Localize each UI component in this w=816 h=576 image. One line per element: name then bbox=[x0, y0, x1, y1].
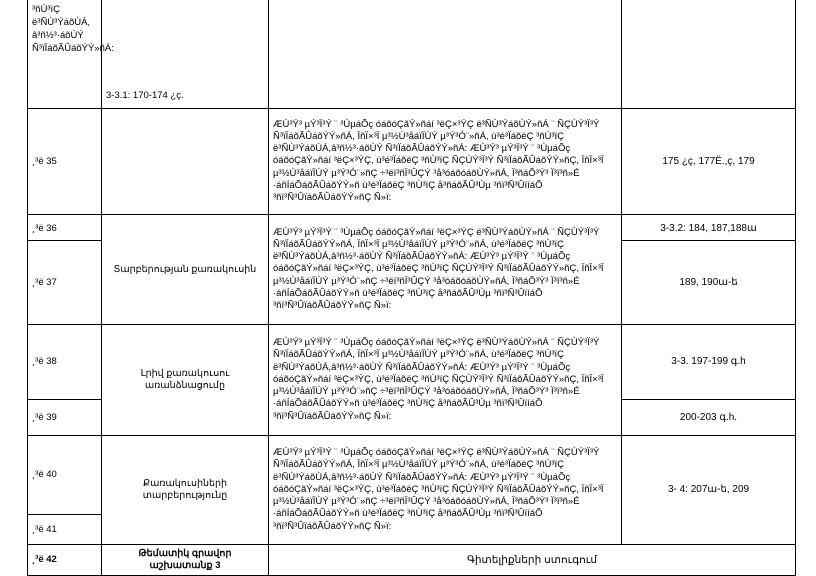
lesson-number: ¸³ë 42 bbox=[28, 545, 102, 576]
objectives-text: ÆÙ³Ý³ µÝ³Ï³Ý ¨ ³ÙµáÕç óáõóÇãÝ»ñáí ³ëÇ×³ÝÇ ë³ÑÙ³ÝáõÙÝ»ñÁ ¨ ÑÇÙÝ³Ï³Ý Ñ³ïÏáõÃÛáõÝÝ»ñÁ, ÏñÏ×³Ï µ³½Ù³åáïÏÙÝ µ³Ý³Ó¨»ñÁ, ù³é³ÏáõëÇ ³ñÙ³ïÇ ë³ÑÙ³ÝáõÙÁ,â³ñ½³·áõÙÝ Ñ³ïÏáõÃÛáõÝÝ»ñÁ: ÆÙ³Ý³ µÝ³Ï³Ý ¨ ³ÙµáÕç óáõóÇãÝ»ñáí ³ëÇ×³ÝÇ, ù³é³ÏáõëÇ ³ñÙ³ïÇ ÑÇÙÝ³Ï³Ý Ñ³ïÏáõÃÛáõÝÝ»ñÇ, ÏñÏ×³Ï µ³½Ù³åáïÏÙÝ µ³Ý³Ó¨»ñÇ ÷³ëï³ñÏ³ÛÇÝ ³å³óáõóáõÙÝ»ñÁ, Ï³ñáÕ³Ý³ Ï³ï³ñ»É ·áñÍáÕáõÃÛáõÝÝ»ñ ù³é³ÏáõëÇ ³ñÙ³ïÇ å³ñáõÃÛ³Ùµ ³ñï³Ñ³ÛïíáÕ ³ñï³Ñ³ÛïáõÃÛáõÝÝ»ñÇ Ñ»ï: bbox=[273, 118, 604, 203]
objectives-text: ÆÙ³Ý³ µÝ³Ï³Ý ¨ ³ÙµáÕç óáõóÇãÝ»ñáí ³ëÇ×³ÝÇ ë³ÑÙ³ÝáõÙÝ»ñÁ ¨ ÑÇÙÝ³Ï³Ý Ñ³ïÏáõÃÛáõÝÝ»ñÁ, ÏñÏ×³Ï µ³½Ù³åáïÏÙÝ µ³Ý³Ó¨»ñÁ, ù³é³ÏáõëÇ ³ñÙ³ïÇ ë³ÑÙ³ÝáõÙÁ,â³ñ½³·áõÙÝ Ñ³ïÏáõÃÛáõÝÝ»ñÁ: ÆÙ³Ý³ µÝ³Ï³Ý ¨ ³ÙµáÕç óáõóÇãÝ»ñáí ³ëÇ×³ÝÇ, ù³é³ÏáõëÇ ³ñÙ³ïÇ ÑÇÙÝ³Ï³Ý Ñ³ïÏáõÃÛáõÝÝ»ñÇ, ÏñÏ×³Ï µ³½Ù³åáïÏÙÝ µ³Ý³Ó¨»ñÇ ÷³ëï³ñÏ³ÛÇÝ ³å³óáõóáõÙÝ»ñÁ, Ï³ñáÕ³Ý³ Ï³ï³ñ»É ·áñÍáÕáõÃÛáõÝÝ»ñ ù³é³ÏáõëÇ ³ñÙ³ïÇ å³ñáõÃÛ³Ùµ ³ñï³Ñ³ÛïíáÕ ³ñï³Ñ³ÛïáõÃÛáõÝÝ»ñÇ Ñ»ï: bbox=[273, 226, 604, 311]
lesson-plan-table bbox=[27, 0, 796, 576]
topic-text: Լրիվ քառակուսու առանձնացումը bbox=[140, 368, 230, 391]
topic-text: Թեմատիկ գրավոր աշխատանք 3 bbox=[138, 548, 232, 571]
pages-cell: 3-3.2: 184, 187,188ա bbox=[622, 215, 796, 241]
table-row bbox=[28, 0, 796, 109]
topic-cell bbox=[102, 436, 269, 545]
pages-cell: 3- 4: 207ա-ե, 209 bbox=[622, 436, 796, 545]
objectives-text: ÆÙ³Ý³ µÝ³Ï³Ý ¨ ³ÙµáÕç óáõóÇãÝ»ñáí ³ëÇ×³ÝÇ ë³ÑÙ³ÝáõÙÝ»ñÁ ¨ ÑÇÙÝ³Ï³Ý Ñ³ïÏáõÃÛáõÝÝ»ñÁ, ÏñÏ×³Ï µ³½Ù³åáïÏÙÝ µ³Ý³Ó¨»ñÁ, ù³é³ÏáõëÇ ³ñÙ³ïÇ ë³ÑÙ³ÝáõÙÁ,â³ñ½³·áõÙÝ Ñ³ïÏáõÃÛáõÝÝ»ñÁ: ÆÙ³Ý³ µÝ³Ï³Ý ¨ ³ÙµáÕç óáõóÇãÝ»ñáí ³ëÇ×³ÝÇ, ù³é³ÏáõëÇ ³ñÙ³ïÇ ÑÇÙÝ³Ï³Ý Ñ³ïÏáõÃÛáõÝÝ»ñÇ, ÏñÏ×³Ï µ³½Ù³åáïÏÙÝ µ³Ý³Ó¨»ñÇ ÷³ëï³ñÏ³ÛÇÝ ³å³óáõóáõÙÝ»ñÁ, Ï³ñáÕ³Ý³ Ï³ï³ñ»É ·áñÍáÕáõÃÛáõÝÝ»ñ ù³é³ÏáõëÇ ³ñÙ³ïÇ å³ñáõÃÛ³Ùµ ³ñï³Ñ³ÛïíáÕ ³ñï³Ñ³ÛïáõÃÛáõÝÝ»ñÇ Ñ»ï: bbox=[273, 337, 604, 422]
objectives-cell bbox=[269, 215, 622, 325]
pages-cell: 200-203 գ.h. bbox=[622, 400, 796, 436]
lesson-number: ¸³ë 39 bbox=[28, 400, 102, 436]
table-row bbox=[28, 436, 796, 515]
prev-row-empty-cell bbox=[269, 0, 622, 109]
topic-cell bbox=[102, 545, 269, 576]
pages-cell: 3-3. 197-199 գ.h bbox=[622, 325, 796, 400]
topic-cell bbox=[102, 325, 269, 436]
table-row bbox=[28, 325, 796, 400]
table-row bbox=[28, 215, 796, 241]
prev-row-text: ³ñÙ³ïÇ ë³ÑÙ³ÝáõÙÁ, â³ñ½³·áõÙÝ Ñ³ïÏáõÃÛáõÝÝ»ñÁ: bbox=[32, 4, 114, 54]
prev-row-pages-cell bbox=[102, 0, 269, 109]
topic-text: Քառակուսիների տարբերությունը bbox=[142, 478, 228, 501]
objectives-cell bbox=[269, 436, 622, 545]
topic-cell bbox=[102, 109, 269, 215]
topic-text: Տարբերության քառակուսին bbox=[113, 263, 257, 275]
topic-cell bbox=[102, 215, 269, 325]
summary-cell bbox=[269, 545, 796, 576]
pages-cell: 175 ¿ç, 177Ë.,ç, 179 bbox=[622, 109, 796, 215]
prev-row-text-cell bbox=[28, 0, 114, 109]
lesson-number: ¸³ë 35 bbox=[28, 109, 102, 215]
objectives-text: ÆÙ³Ý³ µÝ³Ï³Ý ¨ ³ÙµáÕç óáõóÇãÝ»ñáí ³ëÇ×³ÝÇ ë³ÑÙ³ÝáõÙÝ»ñÁ ¨ ÑÇÙÝ³Ï³Ý Ñ³ïÏáõÃÛáõÝÝ»ñÁ, ÏñÏ×³Ï µ³½Ù³åáïÏÙÝ µ³Ý³Ó¨»ñÁ, ù³é³ÏáõëÇ ³ñÙ³ïÇ ë³ÑÙ³ÝáõÙÁ,â³ñ½³·áõÙÝ Ñ³ïÏáõÃÛáõÝÝ»ñÁ: ÆÙ³Ý³ µÝ³Ï³Ý ¨ ³ÙµáÕç óáõóÇãÝ»ñáí ³ëÇ×³ÝÇ, ù³é³ÏáõëÇ ³ñÙ³ïÇ ÑÇÙÝ³Ï³Ý Ñ³ïÏáõÃÛáõÝÝ»ñÇ, ÏñÏ×³Ï µ³½Ù³åáïÏÙÝ µ³Ý³Ó¨»ñÇ ÷³ëï³ñÏ³ÛÇÝ ³å³óáõóáõÙÝ»ñÁ, Ï³ñáÕ³Ý³ Ï³ï³ñ»É ·áñÍáÕáõÃÛáõÝÝ»ñ ù³é³ÏáõëÇ ³ñÙ³ïÇ å³ñáõÃÛ³Ùµ ³ñï³Ñ³ÛïíáÕ ³ñï³Ñ³ÛïáõÃÛáõÝÝ»ñÇ Ñ»ï: bbox=[273, 447, 604, 532]
prev-row-pages: 3-3.1: 170-174 ¿ç. bbox=[106, 90, 184, 101]
summary-text: Գիտելիքների ստուգում bbox=[466, 553, 598, 566]
table-row bbox=[28, 109, 796, 215]
pages-cell: 189, 190ա-ե bbox=[622, 241, 796, 325]
lesson-number: ¸³ë 36 bbox=[28, 215, 102, 241]
lesson-number: ¸³ë 38 bbox=[28, 325, 102, 400]
lesson-number: ¸³ë 37 bbox=[28, 241, 102, 325]
objectives-cell bbox=[269, 325, 622, 436]
objectives-cell bbox=[269, 109, 622, 215]
prev-row-empty-cell-2 bbox=[622, 0, 796, 109]
table-row bbox=[28, 545, 796, 576]
lesson-number: ¸³ë 41 bbox=[28, 515, 102, 545]
lesson-number: ¸³ë 40 bbox=[28, 436, 102, 515]
